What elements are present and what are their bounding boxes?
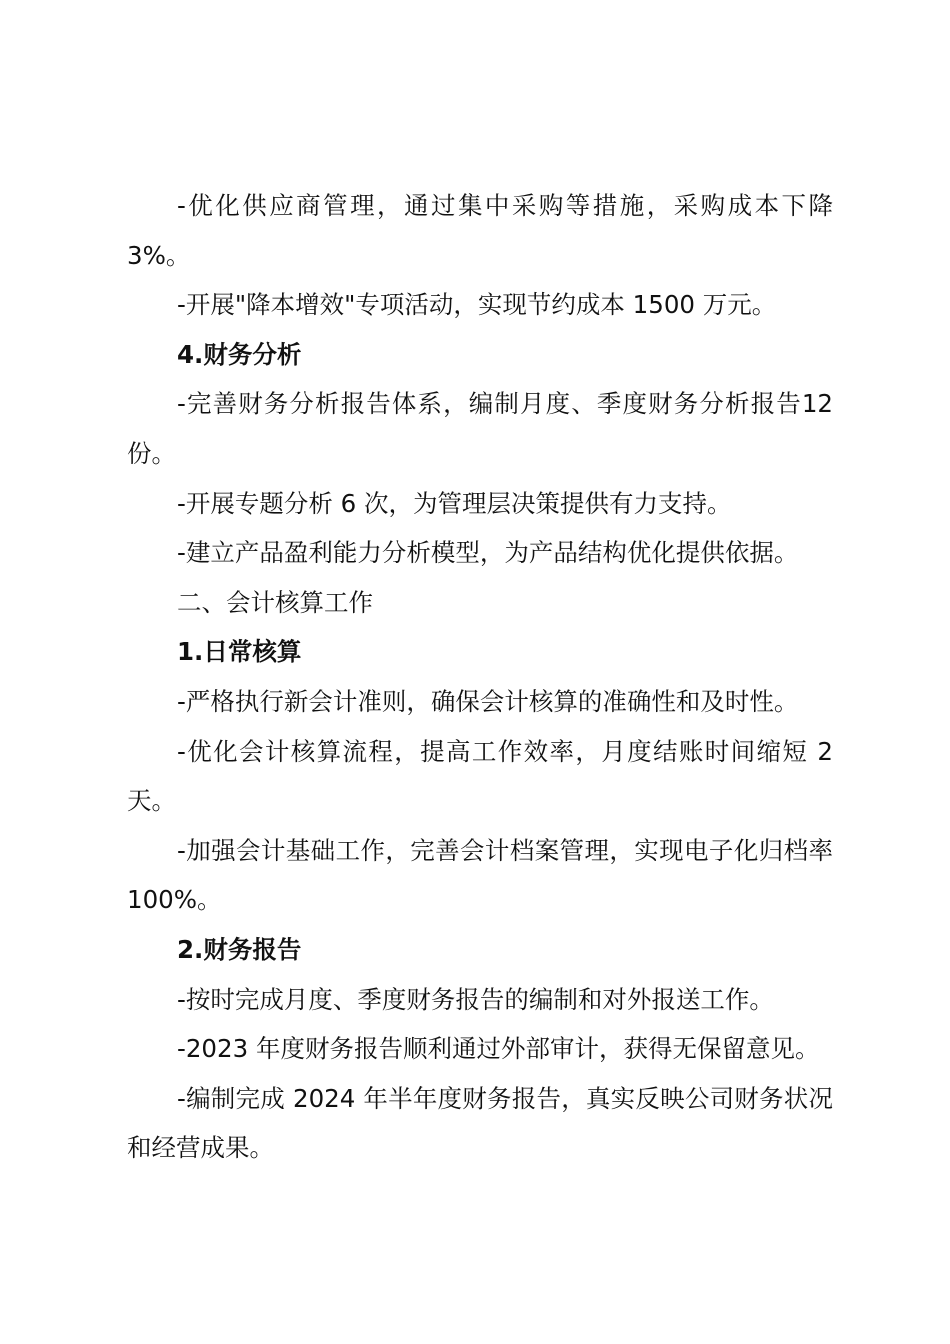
paragraph-audit-result: -2023 年度财务报告顺利通过外部审计，获得无保留意见。 [177,1034,820,1064]
paragraph-analysis-reports: -完善财务分析报告体系，编制月度、季度财务分析报告12 份。 [127,389,833,468]
paragraph-cost-saving: -开展"降本增效"专项活动，实现节约成本 1500 万元。 [177,290,777,320]
paragraph-procurement: -优化供应商管理，通过集中采购等措施，采购成本下降3%。 [127,191,833,270]
paragraph-accounting-standards: -严格执行新会计准则，确保会计核算的准确性和及时性。 [177,686,799,716]
chapter-heading-accounting: 二、会计核算工作 [177,587,373,617]
paragraph-archive-management: -加强会计基础工作，完善会计档案管理，实现电子化归档率 100%。 [127,835,833,915]
section-heading-financial-analysis: 4.财务分析 [177,339,302,369]
paragraph-special-analysis: -开展专题分析 6 次，为管理层决策提供有力支持。 [177,488,732,518]
section-heading-daily-accounting: 1.日常核算 [177,637,302,667]
section-heading-financial-reports: 2.财务报告 [177,934,302,964]
paragraph-half-year-report: -编制完成 2024 年半年度财务报告，真实反映公司财务状况和经营成果。 [127,1083,833,1163]
document-body [127,181,833,1173]
paragraph-profit-model: -建立产品盈利能力分析模型，为产品结构优化提供依据。 [177,538,799,568]
paragraph-closing-process: -优化会计核算流程，提高工作效率，月度结账时间缩短 2天。 [127,736,833,816]
paragraph-report-submission: -按时完成月度、季度财务报告的编制和对外报送工作。 [177,984,774,1014]
